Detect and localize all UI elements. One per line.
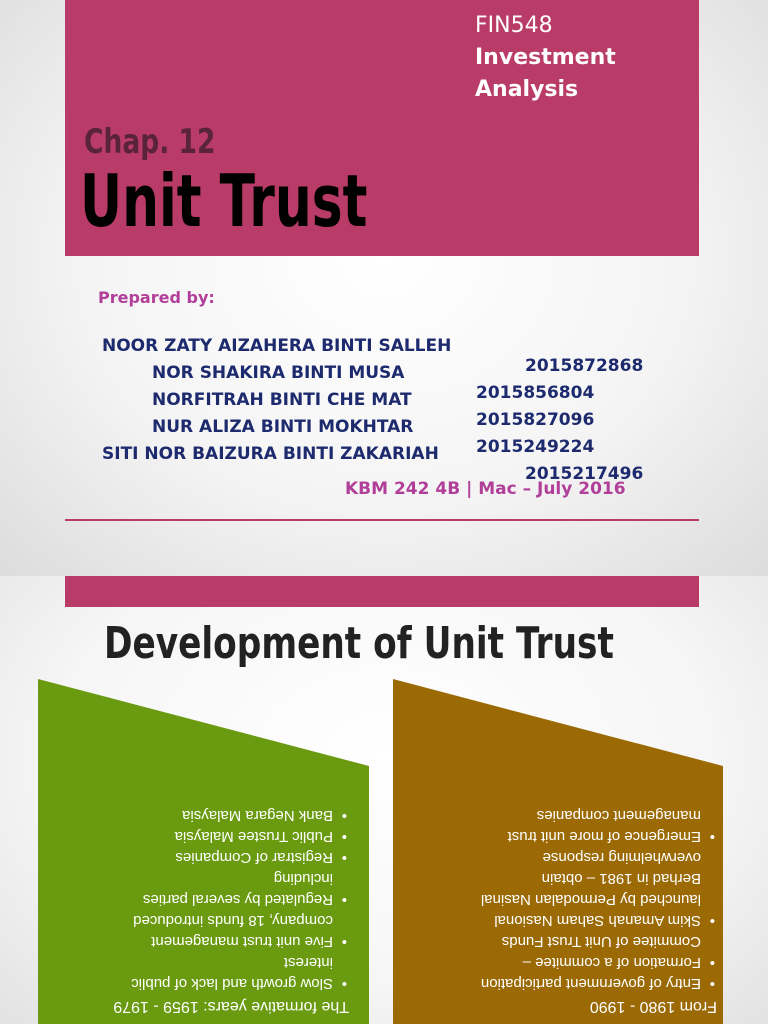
list-item: Berhad in 1981 – obtain — [541, 870, 701, 887]
list-item: interest — [283, 954, 333, 971]
course-name-line2: Analysis — [475, 77, 579, 102]
member-name: NORFITRAH BINTI CHE MAT — [152, 390, 412, 410]
member-id: 2015827096 — [476, 410, 595, 430]
list-item: Commitee of Unit Trust Funds — [501, 933, 701, 950]
list-item: • Five unit trust management — [46, 932, 333, 950]
member-name: NOR SHAKIRA BINTI MUSA — [152, 363, 405, 383]
list-item: including — [273, 870, 333, 887]
member-name: SITI NOR BAIZURA BINTI ZAKARIAH — [102, 444, 439, 464]
slide2-title: Development of Unit Trust — [104, 618, 614, 669]
class-info: KBM 242 4B | Mac – July 2016 — [345, 479, 626, 499]
right-panel — [393, 766, 723, 1024]
list-item: • Formation of a commitee – — [401, 953, 701, 971]
list-item: • Bank Negara Malaysia — [46, 806, 333, 824]
left-panel-content — [38, 766, 369, 1024]
slide-title: Unit Trust — [80, 159, 368, 243]
course-name-line1: Investment — [475, 45, 616, 70]
list-item: company, 18 funds introduced — [133, 912, 333, 929]
development-slide — [0, 576, 768, 1024]
right-panel-list — [401, 806, 717, 992]
list-item: launched by Permodalan Nasinal — [480, 891, 701, 908]
list-item: • Slow growth and lack of public — [46, 974, 333, 992]
left-panel-list — [46, 806, 349, 992]
member-id: 2015872868 — [525, 356, 644, 376]
list-item: • Public Trustee Malaysia — [46, 827, 333, 845]
list-item: • Emergence of more unit trust — [401, 827, 701, 845]
member-id: 2015249224 — [476, 437, 595, 457]
list-item: • Skim Amanah Saham Nasional — [401, 911, 701, 929]
list-item: • Regulated by several parties — [46, 890, 333, 908]
right-panel-content — [393, 766, 723, 1024]
prepared-by-label: Prepared by: — [98, 288, 215, 307]
list-item: management companies — [536, 807, 701, 824]
course-info — [475, 10, 616, 106]
member-id: 2015856804 — [476, 383, 595, 403]
list-item: • Entry of government participation — [401, 974, 701, 992]
member-id: 2015217496 — [525, 464, 644, 484]
list-item: overwhelming response — [542, 849, 701, 866]
divider-line — [65, 519, 699, 521]
left-panel — [38, 766, 369, 1024]
left-panel-heading: The formative years: 1959 - 1979 — [113, 998, 349, 1015]
course-code: FIN548 — [475, 13, 553, 38]
list-item: • Registrar of Companies — [46, 848, 333, 866]
right-panel-heading: From 1980 - 1990 — [589, 998, 717, 1015]
member-name: NOOR ZATY AIZAHERA BINTI SALLEH — [102, 336, 452, 356]
chapter-label: Chap. 12 — [84, 122, 216, 162]
member-name: NUR ALIZA BINTI MOKHTAR — [152, 417, 414, 437]
